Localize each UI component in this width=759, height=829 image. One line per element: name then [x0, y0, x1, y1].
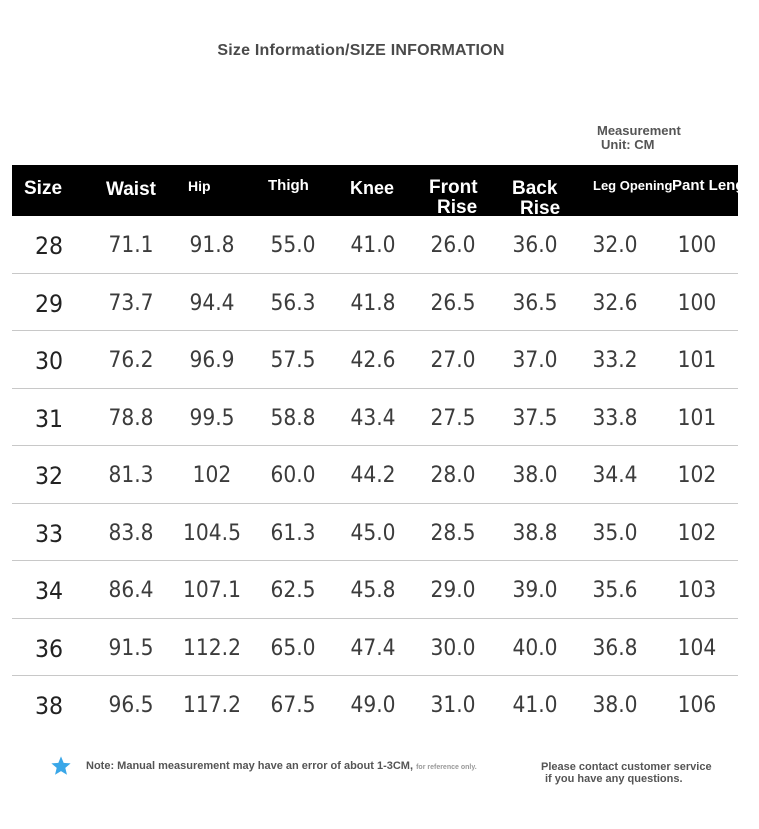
measurement-unit — [597, 124, 727, 152]
cell-knee: 49.0 — [350, 693, 396, 718]
cell-size: 38 — [34, 692, 64, 720]
cell-knee: 45.0 — [350, 520, 396, 546]
cell-front-rise: 29.0 — [430, 578, 476, 603]
contact-note — [541, 761, 712, 785]
header-hip: Hip — [188, 178, 211, 194]
cell-leg-opening: 32.6 — [592, 290, 638, 316]
measurement-note — [86, 760, 477, 772]
cell-leg-opening: 33.2 — [592, 348, 638, 373]
header-front-rise — [429, 178, 478, 218]
header-waist: Waist — [106, 179, 156, 200]
cell-pant-length: 100 — [677, 290, 717, 316]
table-row — [12, 504, 738, 562]
cell-size: 32 — [34, 462, 64, 490]
cell-front-rise: 26.0 — [430, 233, 476, 258]
table-row — [12, 274, 738, 332]
cell-hip: 104.5 — [183, 520, 241, 546]
note-reference-text: for reference only. — [416, 764, 477, 771]
cell-thigh: 55.0 — [270, 233, 316, 258]
cell-thigh: 58.8 — [270, 405, 316, 431]
size-table-body — [12, 216, 738, 733]
cell-waist: 91.5 — [108, 635, 154, 661]
cell-waist: 71.1 — [108, 233, 154, 258]
table-row — [12, 676, 738, 733]
cell-pant-length: 102 — [677, 520, 717, 546]
star-icon — [50, 755, 72, 777]
cell-leg-opening: 38.0 — [592, 693, 638, 718]
header-size: Size — [24, 178, 63, 199]
cell-leg-opening: 35.0 — [592, 520, 638, 546]
contact-line-1: Please contact customer service — [541, 761, 712, 773]
cell-front-rise: 27.5 — [430, 405, 476, 431]
table-row — [12, 331, 738, 389]
cell-back-rise: 37.5 — [512, 405, 558, 431]
cell-back-rise: 38.8 — [512, 520, 558, 546]
cell-hip: 91.8 — [189, 233, 235, 258]
cell-knee: 45.8 — [350, 578, 396, 603]
cell-waist: 86.4 — [108, 578, 154, 603]
cell-waist: 96.5 — [108, 693, 154, 718]
cell-knee: 41.8 — [350, 290, 396, 316]
cell-thigh: 60.0 — [270, 463, 316, 488]
cell-knee: 42.6 — [350, 348, 396, 373]
cell-size: 31 — [34, 404, 64, 433]
table-row — [12, 561, 738, 619]
cell-leg-opening: 32.0 — [592, 233, 638, 258]
cell-front-rise: 31.0 — [430, 693, 476, 718]
cell-hip: 94.4 — [189, 290, 235, 316]
cell-pant-length: 101 — [677, 348, 717, 373]
cell-back-rise: 40.0 — [512, 635, 558, 661]
cell-back-rise: 38.0 — [512, 463, 558, 488]
cell-knee: 41.0 — [350, 233, 396, 258]
header-front-rise-line-1: Front — [429, 177, 478, 198]
cell-pant-length: 101 — [677, 405, 717, 431]
table-row — [12, 389, 738, 447]
cell-back-rise: 41.0 — [512, 693, 558, 718]
cell-knee: 43.4 — [350, 405, 396, 431]
cell-back-rise: 36.0 — [512, 233, 558, 258]
cell-waist: 76.2 — [108, 348, 154, 373]
cell-thigh: 67.5 — [270, 693, 316, 718]
cell-pant-length: 100 — [677, 233, 717, 258]
table-row — [12, 619, 738, 677]
contact-line-2: if you have any questions. — [545, 773, 683, 785]
cell-leg-opening: 36.8 — [592, 635, 638, 661]
cell-waist: 78.8 — [108, 405, 154, 431]
cell-leg-opening: 35.6 — [592, 578, 638, 603]
cell-hip: 99.5 — [189, 405, 235, 431]
cell-thigh: 57.5 — [270, 348, 316, 373]
unit-line-1: Measurement — [597, 123, 681, 138]
cell-front-rise: 30.0 — [430, 635, 476, 661]
header-front-rise-line-2: Rise — [437, 197, 478, 218]
table-header — [12, 165, 759, 219]
cell-knee: 47.4 — [350, 635, 396, 661]
header-pant-length: Pant Length — [672, 177, 759, 194]
cell-thigh: 65.0 — [270, 635, 316, 661]
header-back-rise-line-2: Rise — [520, 198, 561, 219]
cell-waist: 83.8 — [108, 520, 154, 546]
cell-size: 30 — [34, 347, 64, 375]
header-leg-opening: Leg Opening — [593, 178, 673, 193]
cell-pant-length: 102 — [677, 463, 717, 488]
cell-knee: 44.2 — [350, 463, 396, 488]
cell-hip: 102 — [192, 463, 232, 488]
cell-back-rise: 36.5 — [512, 290, 558, 316]
header-knee: Knee — [350, 178, 395, 198]
cell-thigh: 61.3 — [270, 520, 316, 546]
cell-pant-length: 104 — [677, 635, 717, 661]
cell-leg-opening: 33.8 — [592, 405, 638, 431]
cell-size: 33 — [34, 519, 64, 548]
cell-hip: 96.9 — [189, 348, 235, 373]
cell-front-rise: 27.0 — [430, 348, 476, 373]
cell-size: 29 — [34, 289, 64, 318]
cell-back-rise: 39.0 — [512, 578, 558, 603]
cell-thigh: 62.5 — [270, 578, 316, 603]
header-back-rise — [512, 179, 560, 219]
cell-hip: 117.2 — [183, 693, 241, 718]
cell-hip: 112.2 — [183, 635, 241, 661]
cell-size: 36 — [34, 634, 64, 663]
cell-back-rise: 37.0 — [512, 348, 558, 373]
table-row — [12, 446, 738, 504]
cell-waist: 81.3 — [108, 463, 154, 488]
cell-size: 34 — [34, 577, 64, 605]
unit-line-2: Unit: CM — [601, 137, 655, 152]
header-back-rise-line-1: Back — [512, 178, 558, 199]
cell-front-rise: 26.5 — [430, 290, 476, 316]
cell-hip: 107.1 — [183, 578, 241, 603]
cell-leg-opening: 34.4 — [592, 463, 638, 488]
cell-waist: 73.7 — [108, 290, 154, 316]
cell-thigh: 56.3 — [270, 290, 316, 316]
cell-pant-length: 106 — [677, 693, 717, 718]
cell-front-rise: 28.5 — [430, 520, 476, 546]
cell-pant-length: 103 — [677, 578, 717, 603]
table-row — [12, 216, 738, 274]
note-text: Note: Manual measurement may have an error of about 1-3CM, — [86, 760, 414, 772]
page-title: Size Information/SIZE INFORMATION — [217, 42, 505, 59]
header-thigh: Thigh — [268, 177, 309, 194]
cell-size: 28 — [34, 232, 64, 260]
cell-front-rise: 28.0 — [430, 463, 476, 488]
